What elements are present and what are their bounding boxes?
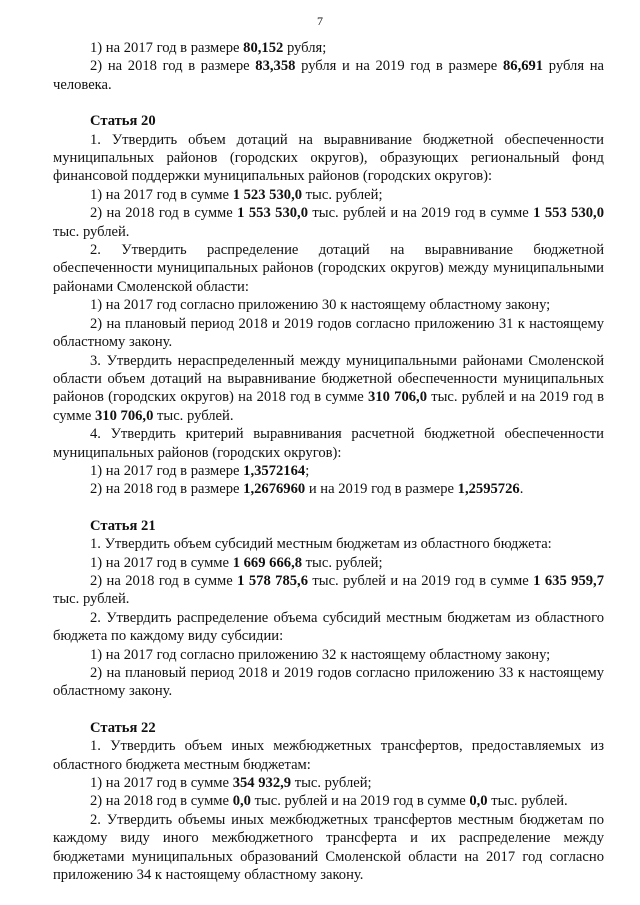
article-21-item-1: 1. Утвердить объем субсидий местным бюджетам из областного бюджета:: [90, 536, 552, 553]
article-22-item-1-2: 2) на 2018 год в сумме 0,0 тыс. рублей и на 2019 год в сумме 0,0 тыс. рублей.: [90, 793, 568, 810]
article-21-item-2-2: 2) на плановый период 2018 и 2019 годов согласно приложению 33 к настоящему областному закону.: [53, 665, 604, 700]
article-20-item-1: 1. Утвердить объем дотаций на выравнивание бюджетной обеспеченности муниципальных районов (городских округов), образующих региональный фонд финансовой поддержки муниципальных районов (городских округов):: [53, 131, 604, 185]
article-22-item-1-1: 1) на 2017 год в сумме 354 932,9 тыс. рублей;: [90, 775, 372, 792]
intro-line-1: 1) на 2017 год в размере 80,152 рубля;: [90, 40, 327, 56]
document-body: [53, 39, 604, 884]
article-21-item-2: 2. Утвердить распределение объема субсидий местным бюджетам из областного бюджета по каждому виду субсидии:: [53, 609, 604, 645]
article-20-item-1-1: 1) на 2017 год в сумме 1 523 530,0 тыс. рублей;: [90, 186, 383, 203]
article-20-title: Статья 20: [90, 113, 156, 130]
article-20-item-2-1: 1) на 2017 год согласно приложению 30 к настоящему областному закону;: [90, 297, 551, 314]
article-21-item-1-1: 1) на 2017 год в сумме 1 669 666,8 тыс. рублей;: [90, 554, 383, 571]
article-20-item-4-2: 2) на 2018 год в размере 1,2676960 и на 2019 год в размере 1,2595726.: [90, 481, 524, 498]
article-20-item-1-2: 2) на 2018 год в сумме 1 553 530,0 тыс. рублей и на 2019 год в сумме 1 553 530,0 тыс. рублей.: [53, 205, 604, 240]
article-20-item-2-2: 2) на плановый период 2018 и 2019 годов согласно приложению 31 к настоящему областному закону.: [53, 315, 604, 351]
article-21-item-2-1: 1) на 2017 год согласно приложению 32 к настоящему областному закону;: [90, 646, 551, 663]
article-22-item-1: 1. Утвердить объем иных межбюджетных трансфертов, предоставляемых из областного бюджета местным бюджетам:: [53, 738, 604, 773]
article-20-item-2: 2. Утвердить распределение дотаций на выравнивание бюджетной обеспеченности муниципальных районов (городских округов) между муниципальными районами Смоленской области:: [53, 242, 604, 295]
article-20-item-3: 3. Утвердить нераспределенный между муниципальными районами Смоленской области объем дотаций на выравнивание бюджетной обеспеченности муниципальных районов (городских округов) на 2018 год в сумме 310 706,0 тыс. рублей и на 2019 год в сумме 310 706,0 тыс. рублей.: [53, 352, 604, 424]
intro-line-2: 2) на 2018 год в размере 83,358 рубля и на 2019 год в размере 86,691 рубля на человека.: [53, 58, 605, 93]
article-21-item-1-2: 2) на 2018 год в сумме 1 578 785,6 тыс. рублей и на 2019 год в сумме 1 635 959,7 тыс. рублей.: [53, 572, 604, 608]
page-number: 7: [317, 14, 323, 28]
article-22-item-2: 2. Утвердить объемы иных межбюджетных трансфертов местным бюджетам по каждому виду иного межбюджетного трансферта и их распределение между бюджетами муниципальных образований Смоленской области на 2017 год согласно приложению 34 к настоящему областному закону.: [53, 811, 604, 884]
article-22-title: Статья 22: [90, 719, 156, 736]
article-20-item-4-1: 1) на 2017 год в размере 1,3572164;: [90, 462, 310, 479]
article-21-title: Статья 21: [90, 517, 156, 534]
article-20-item-4: 4. Утвердить критерий выравнивания расчетной бюджетной обеспеченности муниципальных районов (городских округов):: [53, 426, 604, 461]
